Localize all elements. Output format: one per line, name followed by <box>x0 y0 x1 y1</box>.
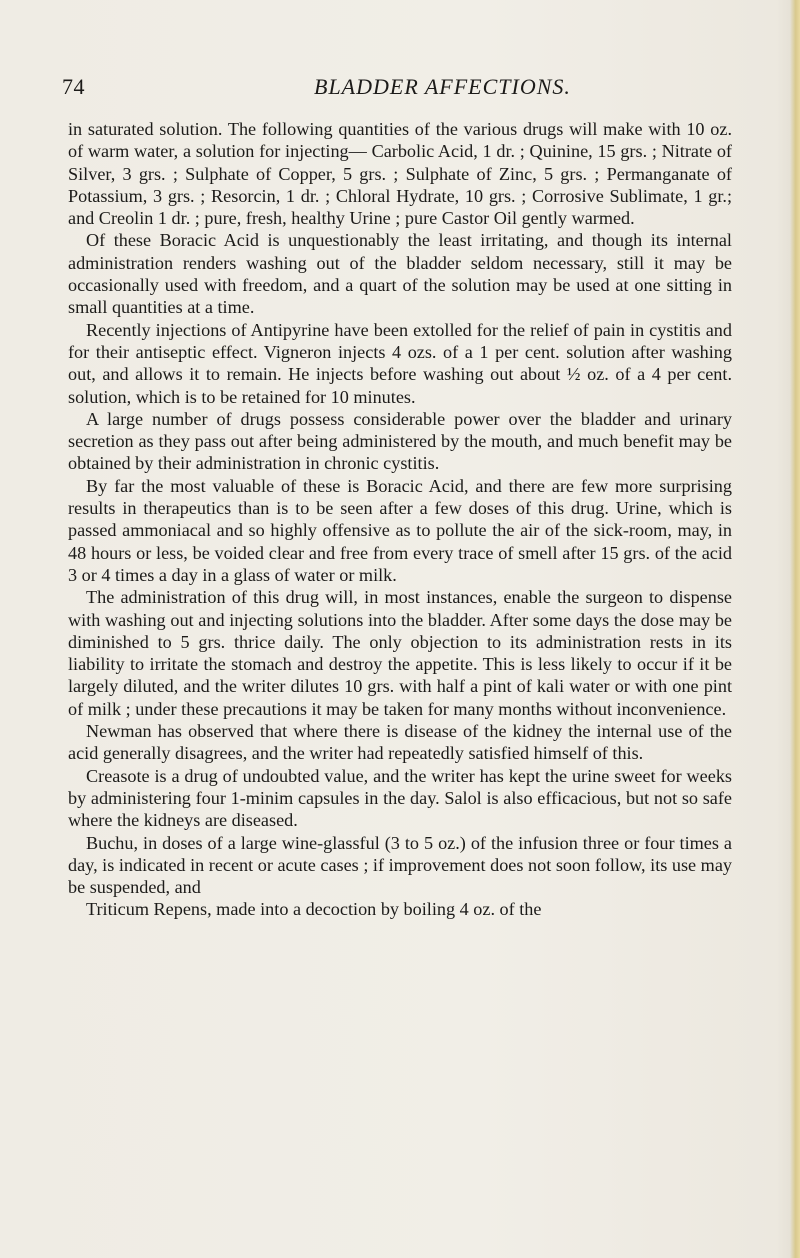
paragraph: Newman has observed that where there is disease of the kidney the internal use of the acid generally disagrees, and the writer had repeatedly satisfied himself of this. <box>68 721 732 764</box>
paragraph: The administration of this drug will, in most instances, enable the surgeon to dispense with washing out and injecting solutions into the bladder. After some days the dose may be diminished to 5 grs. thrice daily. The only objection to its administration rests in its liability to irritate the stomach and destroy the appetite. This is less likely to occur if it be largely diluted, and the writer dilutes 10 grs. with half a pint of kali water or with one pint of milk ; under these precautions it may be taken for many months without inconvenience. <box>68 587 732 719</box>
paragraph: Creasote is a drug of undoubted value, and the writer has kept the urine sweet for weeks by administering four 1-minim capsules in the day. Salol is also efficacious, but not so safe where the kidneys are diseased. <box>68 765 732 831</box>
body-text <box>68 118 732 921</box>
paragraph: Buchu, in doses of a large wine-glassful (3 to 5 oz.) of the infusion three or four times a day, is indicated in recent or acute cases ; if improvement does not soon follow, its use may be suspended, and <box>68 832 732 898</box>
paragraph: A large number of drugs possess considerable power over the bladder and urinary secretion as they pass out after being administered by the mouth, and much benefit may be obtained by their administration in chronic cystitis. <box>68 408 732 474</box>
paragraph: Recently injections of Antipyrine have been extolled for the relief of pain in cystitis and for their antiseptic effect. Vigneron injects 4 ozs. of a 1 per cent. solution after washing out, and allows it to remain. He injects before washing out about ½ oz. of a 4 per cent. solution, which is to be retained for 10 minutes. <box>68 319 732 407</box>
page-number: 74 <box>62 74 85 99</box>
paragraph: Of these Boracic Acid is unquestionably the least irritating, and though its internal administration renders washing out of the bladder seldom necessary, still it may be occasionally used with freedom, and a quart of the solution may be used at one sitting in small quantities at a time. <box>68 230 732 318</box>
page-edge-shadow <box>790 0 800 1258</box>
paragraph: Triticum Repens, made into a decoction by boiling 4 oz. of the <box>86 899 542 920</box>
paragraph: By far the most valuable of these is Boracic Acid, and there are few more surprising results in therapeutics than is to be seen after a few doses of this drug. Urine, which is passed ammoniacal and so highly offensive as to pollute the air of the sick-room, may, in 48 hours or less, be voided clear and free from every trace of smell after 15 grs. of the acid 3 or 4 times a day in a glass of water or milk. <box>68 475 732 585</box>
page-header <box>62 74 732 106</box>
paragraph: in saturated solution. The following quantities of the various drugs will make with 10 oz. of warm water, a solution for injecting— Carbolic Acid, 1 dr. ; Quinine, 15 grs. ; Nitrate of Silver, 3 grs. ; Sulphate of Copper, 5 grs. ; Sulphate of Zinc, 5 grs. ; Permanganate of Potassium, 3 grs. ; Resorcin, 1 dr. ; Chloral Hydrate, 10 grs. ; Corrosive Sublimate, 1 gr.; and Creolin 1 dr. ; pure, fresh, healthy Urine ; pure Castor Oil gently warmed. <box>68 119 732 229</box>
running-title: BLADDER AFFECTIONS. <box>314 74 571 99</box>
